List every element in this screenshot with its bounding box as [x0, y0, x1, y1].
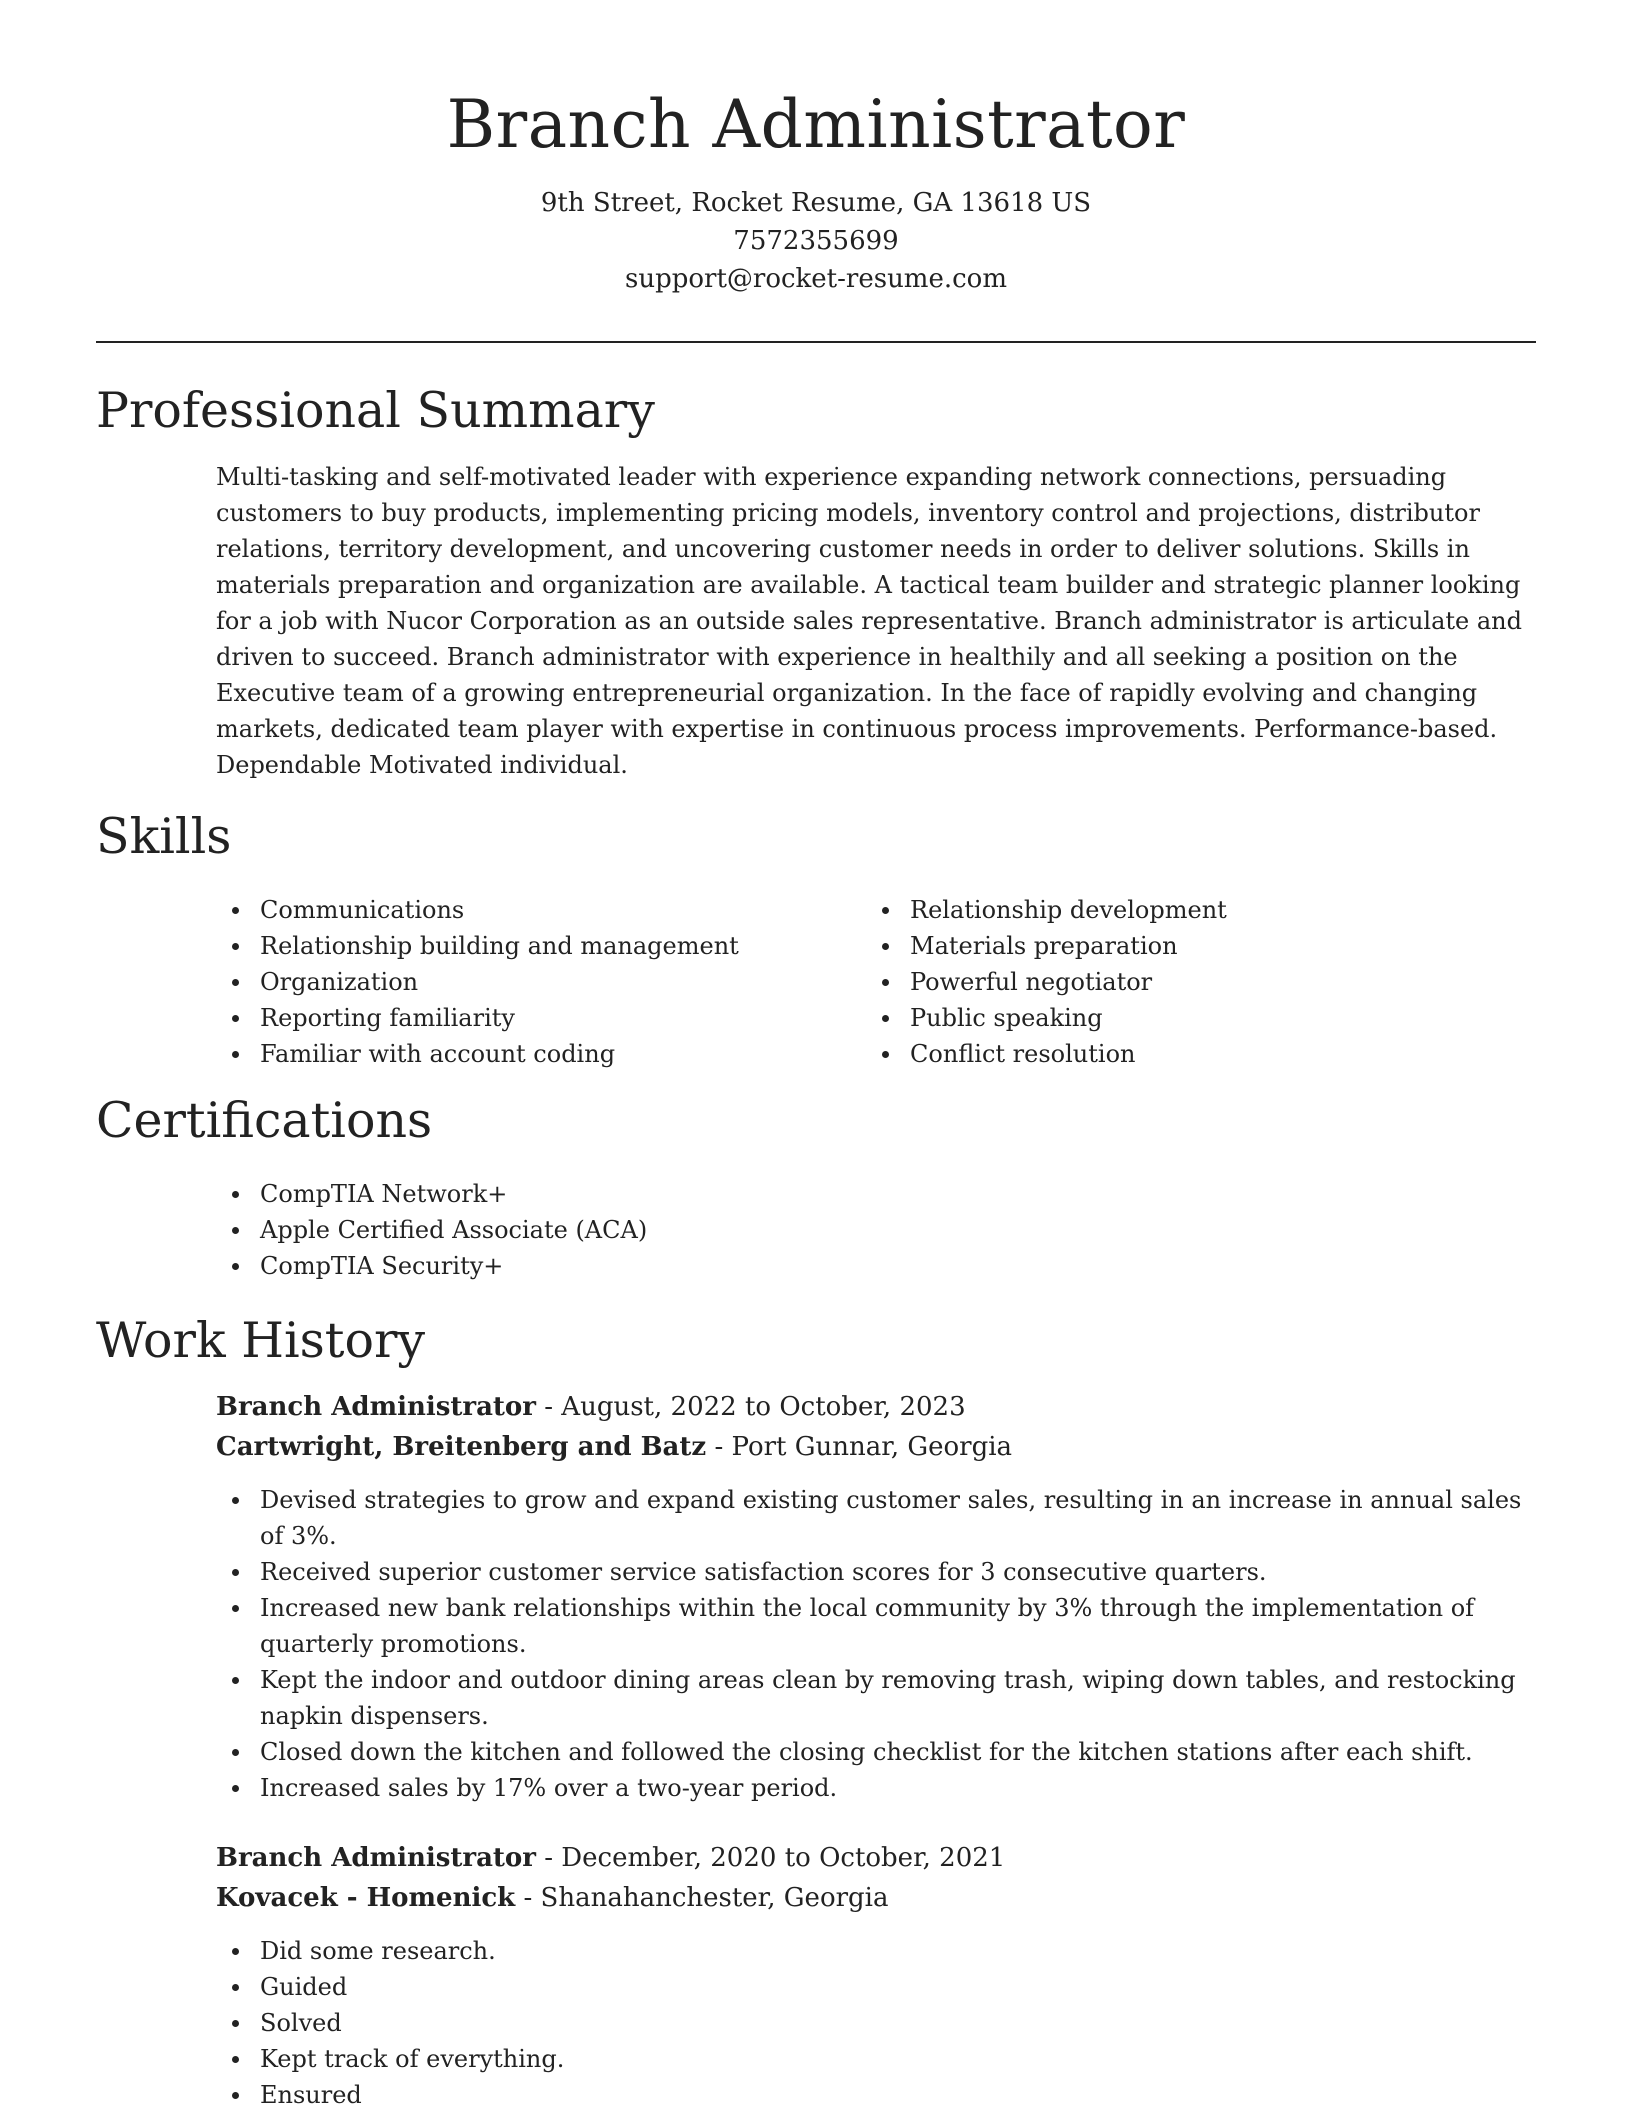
- summary-text: Multi-tasking and self-motivated leader with experience expanding network connections, persuading customers to buy products, implementing pricing models, inventory control and projections, distributor relations, territory development, and uncovering customer needs in order to deliver solutions. Skills in materials preparation and organization are available. A tactical team builder and strategic planner looking for a job with Nucor Corporation as an outside sales representative. Branch administrator is articulate and driven to succeed. Branch administrator with experience in healthily and all seeking a position on the Executive team of a growing entrepreneurial organization. In the face of rapidly evolving and changing markets, dedicated team player with expertise in continuous process improvements. Performance-based. Dependable Motivated individual.: [216, 463, 1522, 779]
- skill-item: Relationship building and management: [216, 928, 856, 964]
- skill-item: Organization: [216, 964, 856, 1000]
- skill-item: Conflict resolution: [866, 1036, 1506, 1072]
- certification-item: Apple Certified Associate (ACA): [216, 1212, 856, 1248]
- job-bullet: Increased new bank relationships within the local community by 3% through the implementation of quarterly promotions.: [216, 1590, 1538, 1662]
- job-bullet: Guided: [216, 1969, 1538, 2005]
- job-bullets: [216, 1482, 1538, 1806]
- job-bullet: Solved: [216, 2005, 1538, 2041]
- skills-list-right: [866, 892, 1506, 1072]
- job-company: Kovacek - Homenick: [216, 1883, 516, 1913]
- job-bullet: Did some research.: [216, 1933, 1538, 1969]
- job-bullet: Kept the indoor and outdoor dining areas clean by removing trash, wiping down tables, and restocking napkin dispensers.: [216, 1662, 1538, 1734]
- section-title-certifications: Certifications: [96, 1092, 433, 1149]
- skill-item: Reporting familiarity: [216, 1000, 856, 1036]
- job-location: - Port Gunnar, Georgia: [706, 1432, 1013, 1462]
- job-bullet: Ensured: [216, 2077, 1538, 2113]
- job-company-line: [216, 1427, 1012, 1467]
- job-bullets: [216, 1933, 1538, 2113]
- section-title-work-history: Work History: [96, 1312, 426, 1369]
- header-divider: [96, 341, 1536, 343]
- section-title-summary: Professional Summary: [96, 382, 655, 439]
- job-title-line: [216, 1387, 966, 1427]
- job-bullet: Closed down the kitchen and followed the closing checklist for the kitchen stations after each shift.: [216, 1734, 1538, 1770]
- skill-item: Public speaking: [866, 1000, 1506, 1036]
- job-location: - Shanahanchester, Georgia: [515, 1883, 889, 1913]
- skill-item: Powerful negotiator: [866, 964, 1506, 1000]
- job-bullet: Kept track of everything.: [216, 2041, 1538, 2077]
- section-title-skills: Skills: [96, 808, 232, 865]
- job-bullet: Increased sales by 17% over a two-year period.: [216, 1770, 1538, 1806]
- skill-item: Materials preparation: [866, 928, 1506, 964]
- job-company: Cartwright, Breitenberg and Batz: [216, 1432, 707, 1462]
- resume-header: [0, 80, 1632, 298]
- job-bullet: Received superior customer service satisfaction scores for 3 consecutive quarters.: [216, 1554, 1538, 1590]
- skills-list-left: [216, 892, 856, 1072]
- certifications-list: [216, 1176, 856, 1284]
- job-company-line: [216, 1878, 888, 1918]
- phone-number: 7572355699: [733, 226, 899, 256]
- address: 9th Street, Rocket Resume, GA 13618 US: [540, 188, 1092, 218]
- job-dates: - August, 2022 to October, 2023: [535, 1392, 966, 1422]
- certification-item: CompTIA Network+: [216, 1176, 856, 1212]
- email-address: support@rocket-resume.com: [624, 264, 1007, 294]
- candidate-name: Branch Administrator: [446, 86, 1186, 163]
- skill-item: Relationship development: [866, 892, 1506, 928]
- certification-item: CompTIA Security+: [216, 1248, 856, 1284]
- job-role: Branch Administrator: [216, 1843, 536, 1873]
- job-title-line: [216, 1838, 1005, 1878]
- skill-item: Familiar with account coding: [216, 1036, 856, 1072]
- job-role: Branch Administrator: [216, 1392, 536, 1422]
- job-dates: - December, 2020 to October, 2021: [535, 1843, 1006, 1873]
- job-bullet: Devised strategies to grow and expand existing customer sales, resulting in an increase in annual sales of 3%.: [216, 1482, 1538, 1554]
- skill-item: Communications: [216, 892, 856, 928]
